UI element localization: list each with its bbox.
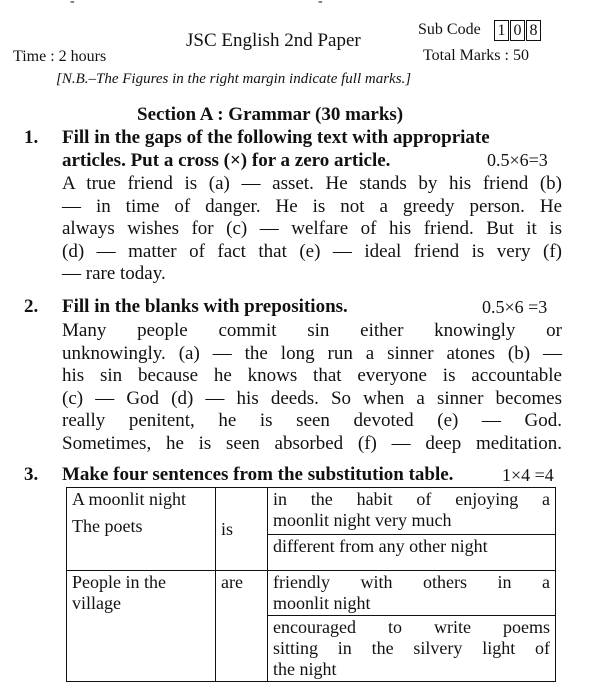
sub-code-boxes <box>493 20 541 41</box>
question-marks: 1×4 =4 <box>502 465 554 485</box>
text-line: always wishes for (c) — welfare of his friend. But it is <box>62 218 562 239</box>
question-number: 2. <box>24 296 39 317</box>
cell-line: moonlit night very much <box>273 510 452 530</box>
question-marks: 0.5×6 =3 <box>482 297 548 317</box>
question-number: 1. <box>24 127 39 148</box>
stray-mark: - <box>318 0 323 9</box>
total-marks: Total Marks : 50 <box>423 47 529 64</box>
question-text <box>62 320 562 455</box>
table-row <box>67 488 556 535</box>
cell-line: People in the <box>72 572 166 592</box>
text-line: — in time of danger. He is not a greedy person. He <box>62 195 562 217</box>
cell-line: the night <box>273 659 337 679</box>
cell-line: moonlit night <box>273 593 371 613</box>
question-instruction: Fill in the gaps of the following text with appropriate <box>62 127 490 148</box>
stray-mark: - <box>70 0 75 9</box>
question-instruction: articles. Put a cross (×) for a zero article. <box>62 150 391 171</box>
question-number: 3. <box>24 464 39 485</box>
text-line: really penitent, he is seen devoted (e) — God. <box>62 410 562 431</box>
sub-code-label: Sub Code <box>418 21 481 38</box>
text-line: his sin because he knows that everyone is accountable <box>62 365 562 386</box>
cell-line: friendly with others in a <box>273 572 550 592</box>
cell-line: sitting in the silvery light of <box>273 638 550 658</box>
marks-note: [N.B.–The Figures in the right margin indicate full marks.] <box>56 71 412 87</box>
table-cell-verb <box>216 488 268 571</box>
text-line: Many people commit sin either knowingly or <box>62 320 562 341</box>
question-instruction: Make four sentences from the substitution table. <box>62 464 454 485</box>
table-cell-complement <box>268 535 556 571</box>
text-line: (d) — matter of fact that (e) — ideal friend is very (f) <box>62 240 562 262</box>
section-title: Section A : Grammar (30 marks) <box>137 104 404 125</box>
sub-code-digit: 1 <box>494 20 509 41</box>
cell-line: is <box>221 518 234 539</box>
table-cell-subjects <box>67 488 216 571</box>
question-instruction: Fill in the blanks with prepositions. <box>62 296 348 317</box>
sub-code-digit: 8 <box>526 20 541 41</box>
cell-line: different from any other night <box>273 536 488 556</box>
question-marks: 0.5×6=3 <box>487 150 548 170</box>
cell-line: are <box>221 572 243 592</box>
cell-line: A moonlit night <box>72 489 187 509</box>
text-line: (c) — God (d) — his deeds. So when a sinner becomes <box>62 387 562 409</box>
table-cell-complement <box>268 571 556 616</box>
cell-line: encouraged to write poems <box>273 617 550 637</box>
exam-title: JSC English 2nd Paper <box>186 30 361 51</box>
table-cell-complement <box>268 488 556 535</box>
table-cell-verb <box>216 571 268 682</box>
text-line: — rare today. <box>62 263 166 284</box>
table-cell-subjects <box>67 571 216 682</box>
substitution-table <box>66 487 556 682</box>
exam-time: Time : 2 hours <box>13 48 107 65</box>
question-text <box>62 173 562 286</box>
cell-line: The poets <box>72 516 143 536</box>
text-line: A true friend is (a) — asset. He stands by his friend (b) <box>62 173 562 194</box>
cell-line: in the habit of enjoying a <box>273 489 550 509</box>
text-line: unknowingly. (a) — the long run a sinner atones (b) — <box>62 342 562 364</box>
sub-code-digit: 0 <box>510 20 525 41</box>
table-row <box>67 571 556 616</box>
cell-line: village <box>72 593 121 613</box>
text-line: Sometimes, he is seen absorbed (f) — deep meditation. <box>62 432 562 454</box>
table-cell-complement <box>268 616 556 682</box>
